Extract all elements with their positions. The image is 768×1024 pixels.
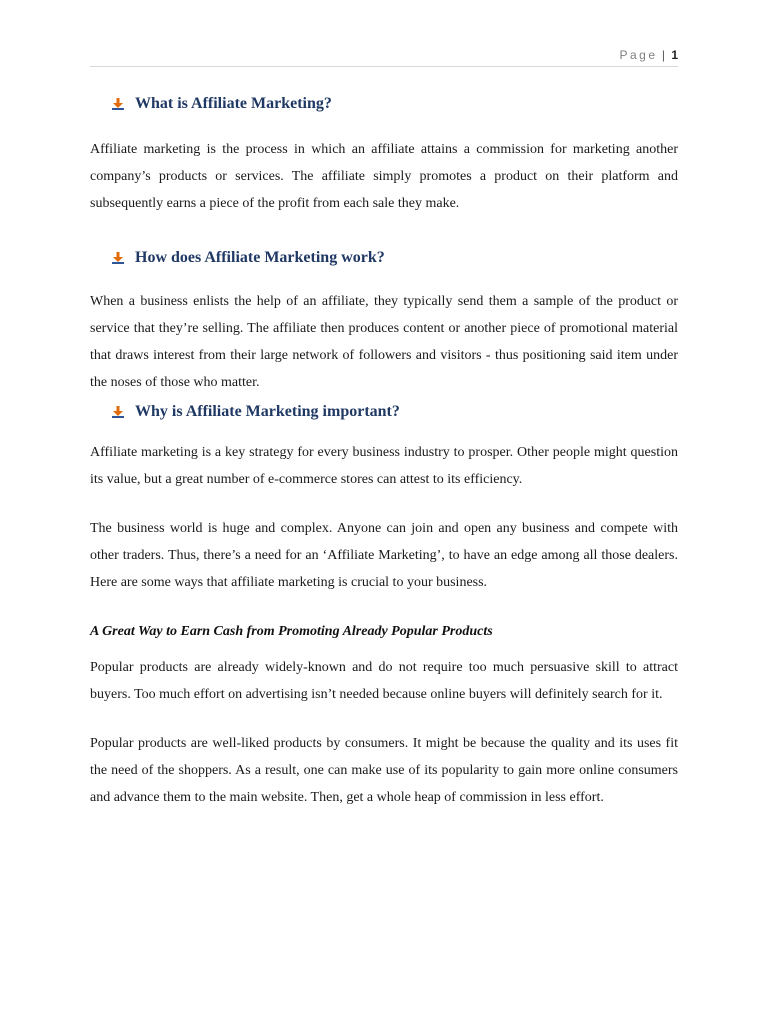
body-paragraph: Affiliate marketing is the process in which an affiliate attains a commission for marketing another company’s products or services. The affiliate simply promotes a product on their platform and subsequently earns a piece of the profit from each sale they make. (90, 142, 678, 211)
section-heading-text: What is Affiliate Marketing? (135, 95, 332, 112)
section-heading (90, 396, 678, 428)
page-label: Page (619, 48, 658, 62)
list-bullet-icon (112, 406, 124, 418)
body-paragraph: Popular products are already widely-known and do not require too much persuasive skill to attract buyers. Too much effort on advertising isn’t needed because online buyers will definitely search for it. (90, 660, 678, 702)
body-paragraph: When a business enlists the help of an affiliate, they typically send them a sample of the product or service that they’re selling. The affiliate then produces content or another piece of promotional material that draws interest from their large network of followers and visitors - thus positioning said item under the noses of those who matter. (90, 294, 678, 390)
body-paragraph: The business world is huge and complex. Anyone can join and open any business and compete with other traders. Thus, there’s a need for an ‘Affiliate Marketing’, to have an edge among all those dealers. Here are some ways that affiliate marketing is crucial to your business. (90, 521, 678, 590)
sub-heading: A Great Way to Earn Cash from Promoting Already Popular Products (90, 624, 493, 639)
list-bullet-icon (112, 252, 124, 264)
page-number: 1 (671, 48, 678, 62)
body-paragraph: Affiliate marketing is a key strategy for every business industry to prosper. Other people might question its value, but a great number of e-commerce stores can attest to its efficiency. (90, 445, 678, 487)
body-paragraph: Popular products are well-liked products by consumers. It might be because the quality and its uses fit the need of the shoppers. As a result, one can make use of its popularity to gain more online consumers and advance them to the main website. Then, get a whole heap of commission in less effort. (90, 736, 678, 805)
section-heading (90, 88, 678, 120)
section-heading (90, 242, 678, 274)
page-header (90, 44, 678, 67)
page-separator: | (661, 48, 665, 62)
list-bullet-icon (112, 98, 124, 110)
section-heading-text: Why is Affiliate Marketing important? (135, 403, 400, 420)
section-heading-text: How does Affiliate Marketing work? (135, 249, 385, 266)
document-body (90, 88, 678, 811)
